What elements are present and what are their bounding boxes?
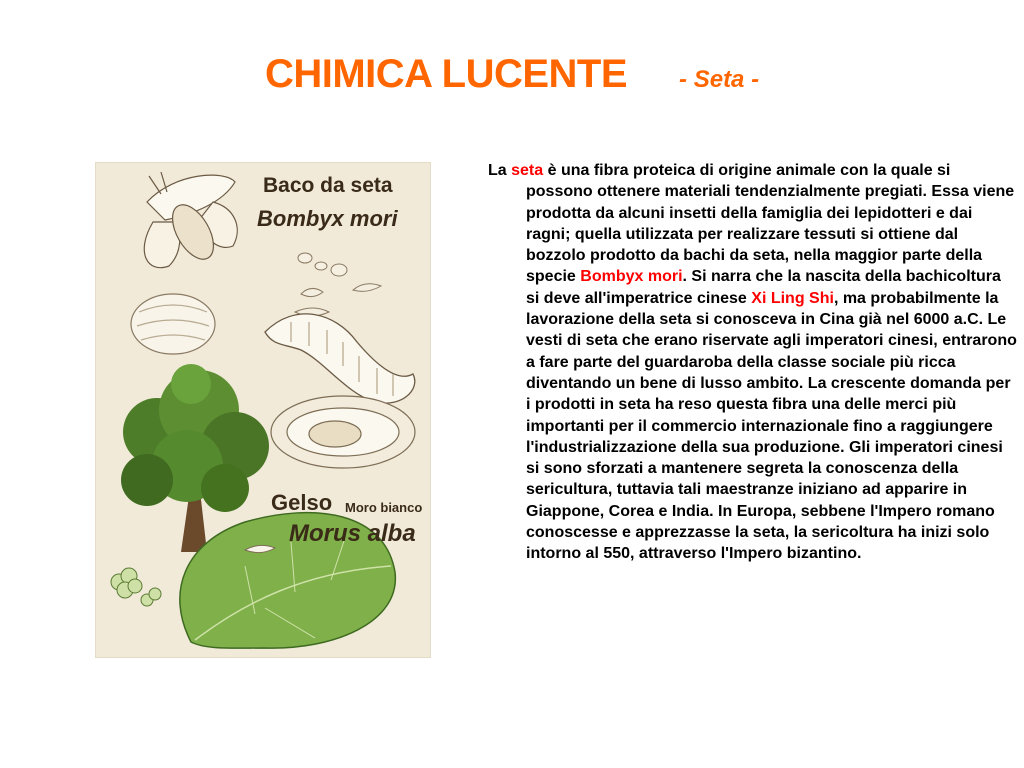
label-morus-alba: Morus alba	[289, 520, 416, 547]
label-baco-da-seta: Baco da seta	[263, 174, 393, 197]
slide-title-row	[0, 52, 1024, 97]
label-bombyx-mori: Bombyx mori	[257, 206, 398, 231]
label-gelso: Gelso	[271, 490, 333, 515]
keyword-seta: seta	[511, 162, 544, 179]
body-paragraph	[488, 160, 1018, 565]
silkworm-eggs-drawing	[298, 253, 347, 276]
body-text-2: è una fibra proteica di origine animale con la quale si possono ottenere materiali tendenzialmente pregiati. Essa viene prodotta da alcuni insetti della famiglia dei lepidotteri e dai ragni; quella utilizzata per realizzare tessuti si ottiene dal bozzolo prodotto da bachi da seta, nella maggior parte della specie	[526, 162, 1015, 286]
mulberry-fruit-drawing	[111, 568, 161, 606]
small-larvae-drawing	[295, 284, 381, 316]
body-text-1: La	[488, 162, 512, 179]
cocoon-drawing	[131, 294, 215, 354]
body-text-3: . Si narra che la nascita della bachicoltura si deve all'imperatrice cinese	[526, 268, 1001, 307]
illustration-drawing	[95, 162, 431, 658]
silk-moth-drawing	[144, 172, 237, 268]
keyword-xi-ling-shi: Xi Ling Shi	[751, 289, 834, 307]
keyword-bombyx-mori: Bombyx mori	[580, 268, 683, 286]
silkworm-mulberry-illustration	[95, 162, 431, 658]
slide-subtitle: - Seta -	[679, 66, 760, 93]
silkworm-caterpillar-drawing	[265, 314, 415, 403]
label-moro-bianco: Moro bianco	[345, 500, 423, 515]
body-text-4: , ma probabilmente la lavorazione della seta si conosceva in Cina già nel 6000 a.C. Le vesti di seta che erano riservate agli imperatori cinesi, entrarono a fare parte del guardaroba della classe sociale più ricca diventando un bene di lusso ambito. La crescente domanda per i prodotti in seta ha reso questa fibra una delle merci più importanti per il commercio internazionale fino a raggiungere l'industrializzazione della sua produzione. Gli imperatori cinesi si sono sforzati a mantenere segreta la conoscenza della sericultura, tuttavia tali maestranze iniziano ad apparire in Giappone, Corea e India. In Europa, sebbene l'Impero romano conoscesse e apprezzasse la seta, la sericoltura ha inizi solo intorno al 550, attraverso l'Impero bizantino.	[526, 289, 1017, 563]
slide-title: CHIMICA LUCENTE	[264, 52, 628, 96]
pupa-in-cocoon-drawing	[271, 396, 415, 468]
